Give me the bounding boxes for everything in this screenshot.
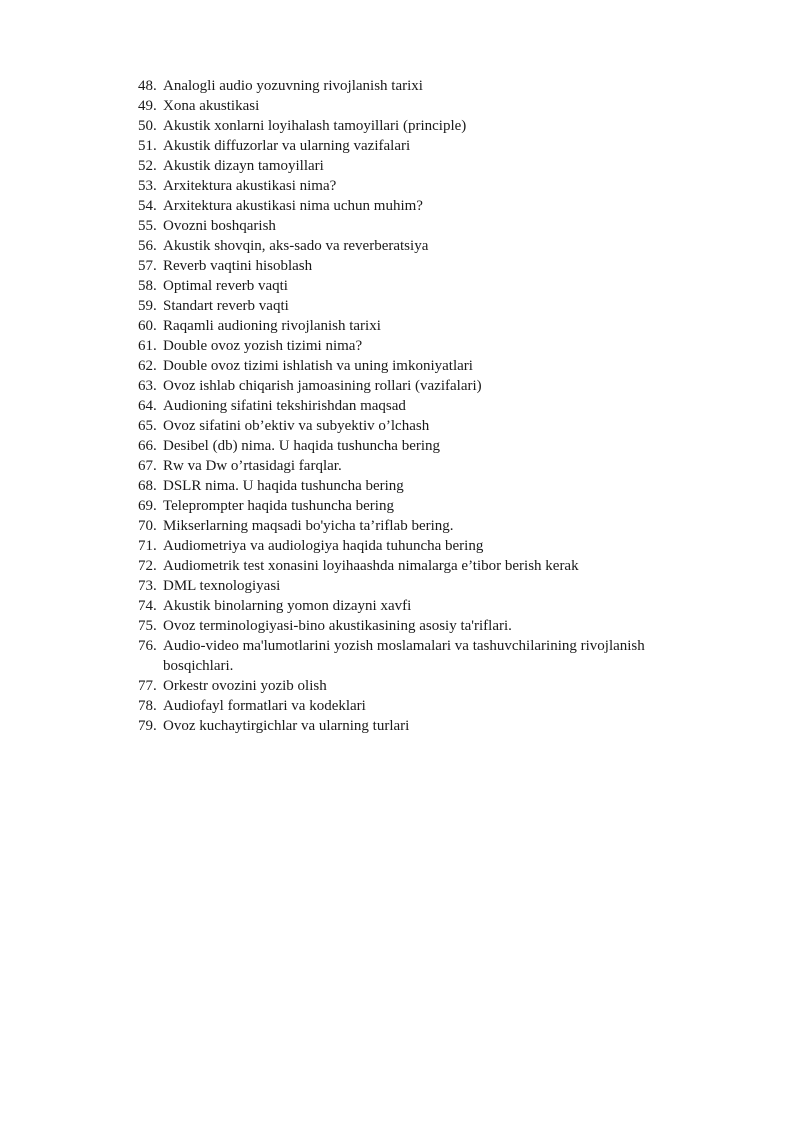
question-number: 73. xyxy=(138,578,157,594)
list-item xyxy=(138,476,698,496)
question-text: Akustik dizayn tamoyillari xyxy=(163,158,324,174)
list-item xyxy=(138,76,698,96)
question-text: Reverb vaqtini hisoblash xyxy=(163,258,313,274)
question-text: Standart reverb vaqti xyxy=(163,298,289,314)
list-item xyxy=(138,536,698,556)
list-item xyxy=(138,516,698,536)
list-item xyxy=(138,276,698,296)
question-number: 51. xyxy=(138,138,157,154)
list-item xyxy=(138,136,698,156)
list-item xyxy=(138,236,698,256)
list-item xyxy=(138,316,698,336)
question-number: 49. xyxy=(138,98,157,114)
question-number: 79. xyxy=(138,718,157,734)
question-list xyxy=(138,76,698,736)
question-text: Ovoz terminologiyasi-bino akustikasining asosiy ta'riflari. xyxy=(163,618,512,634)
question-text: Desibel (db) nima. U haqida tushuncha bering xyxy=(163,438,441,454)
question-number: 66. xyxy=(138,438,157,454)
list-item xyxy=(138,256,698,276)
list-item xyxy=(138,496,698,516)
question-number: 50. xyxy=(138,118,157,134)
question-number: 58. xyxy=(138,278,157,294)
question-number: 55. xyxy=(138,218,157,234)
question-text: Arxitektura akustikasi nima? xyxy=(163,178,337,194)
list-item xyxy=(138,336,698,356)
question-number: 56. xyxy=(138,238,157,254)
question-number: 72. xyxy=(138,558,157,574)
list-item xyxy=(138,376,698,396)
question-text: Audio-video ma'lumotlarini yozish moslamalari va tashuvchilarining rivojlanish bosqichlari. xyxy=(163,638,645,674)
list-item xyxy=(138,576,698,596)
list-item xyxy=(138,716,698,736)
question-number: 75. xyxy=(138,618,157,634)
list-item xyxy=(138,216,698,236)
question-number: 69. xyxy=(138,498,157,514)
question-number: 61. xyxy=(138,338,157,354)
question-number: 63. xyxy=(138,378,157,394)
question-number: 78. xyxy=(138,698,157,714)
list-item xyxy=(138,696,698,716)
question-text: Analogli audio yozuvning rivojlanish tarixi xyxy=(163,78,423,94)
question-number: 77. xyxy=(138,678,157,694)
question-number: 48. xyxy=(138,78,157,94)
question-text: DML texnologiyasi xyxy=(163,578,281,594)
list-item xyxy=(138,176,698,196)
question-text: Orkestr ovozini yozib olish xyxy=(163,678,327,694)
question-text: Arxitektura akustikasi nima uchun muhim? xyxy=(163,198,423,214)
question-number: 71. xyxy=(138,538,157,554)
question-number: 62. xyxy=(138,358,157,374)
list-item xyxy=(138,96,698,116)
question-text: Rw va Dw o’rtasidagi farqlar. xyxy=(163,458,342,474)
list-item xyxy=(138,156,698,176)
question-number: 59. xyxy=(138,298,157,314)
list-item xyxy=(138,556,698,576)
question-number: 68. xyxy=(138,478,157,494)
question-text: Audiometriya va audiologiya haqida tuhuncha bering xyxy=(163,538,484,554)
question-number: 76. xyxy=(138,638,157,654)
question-text: Akustik diffuzorlar va ularning vazifalari xyxy=(163,138,411,154)
list-item xyxy=(138,416,698,436)
question-text: Audiofayl formatlari va kodeklari xyxy=(163,698,366,714)
question-number: 54. xyxy=(138,198,157,214)
question-text: Teleprompter haqida tushuncha bering xyxy=(163,498,394,514)
list-item xyxy=(138,636,698,676)
list-item xyxy=(138,196,698,216)
question-text: Akustik shovqin, aks-sado va reverberatsiya xyxy=(163,238,429,254)
list-item xyxy=(138,436,698,456)
list-item xyxy=(138,296,698,316)
question-number: 65. xyxy=(138,418,157,434)
question-number: 60. xyxy=(138,318,157,334)
question-number: 74. xyxy=(138,598,157,614)
question-number: 52. xyxy=(138,158,157,174)
question-text: Ovoz sifatini ob’ektiv va subyektiv o’lchash xyxy=(163,418,430,434)
list-item xyxy=(138,116,698,136)
question-text: Audiometrik test xonasini loyihaashda nimalarga e’tibor berish kerak xyxy=(163,558,579,574)
question-text: Akustik xonlarni loyihalash tamoyillari (principle) xyxy=(163,118,467,134)
list-item xyxy=(138,616,698,636)
question-text: Double ovoz tizimi ishlatish va uning imkoniyatlari xyxy=(163,358,473,374)
question-text: Audioning sifatini tekshirishdan maqsad xyxy=(163,398,406,414)
question-number: 53. xyxy=(138,178,157,194)
question-text: Ovoz ishlab chiqarish jamoasining rollari (vazifalari) xyxy=(163,378,482,394)
question-text: Xona akustikasi xyxy=(163,98,260,114)
question-text: Mikserlarning maqsadi bo'yicha ta’riflab bering. xyxy=(163,518,454,534)
question-text: Double ovoz yozish tizimi nima? xyxy=(163,338,363,354)
list-item xyxy=(138,596,698,616)
list-item xyxy=(138,676,698,696)
question-number: 70. xyxy=(138,518,157,534)
list-item xyxy=(138,356,698,376)
question-text: DSLR nima. U haqida tushuncha bering xyxy=(163,478,404,494)
question-number: 57. xyxy=(138,258,157,274)
question-text: Ovoz kuchaytirgichlar va ularning turlari xyxy=(163,718,410,734)
question-text: Optimal reverb vaqti xyxy=(163,278,288,294)
question-number: 67. xyxy=(138,458,157,474)
question-text: Raqamli audioning rivojlanish tarixi xyxy=(163,318,381,334)
question-number: 64. xyxy=(138,398,157,414)
list-item xyxy=(138,456,698,476)
question-text: Ovozni boshqarish xyxy=(163,218,276,234)
question-text: Akustik binolarning yomon dizayni xavfi xyxy=(163,598,412,614)
list-item xyxy=(138,396,698,416)
